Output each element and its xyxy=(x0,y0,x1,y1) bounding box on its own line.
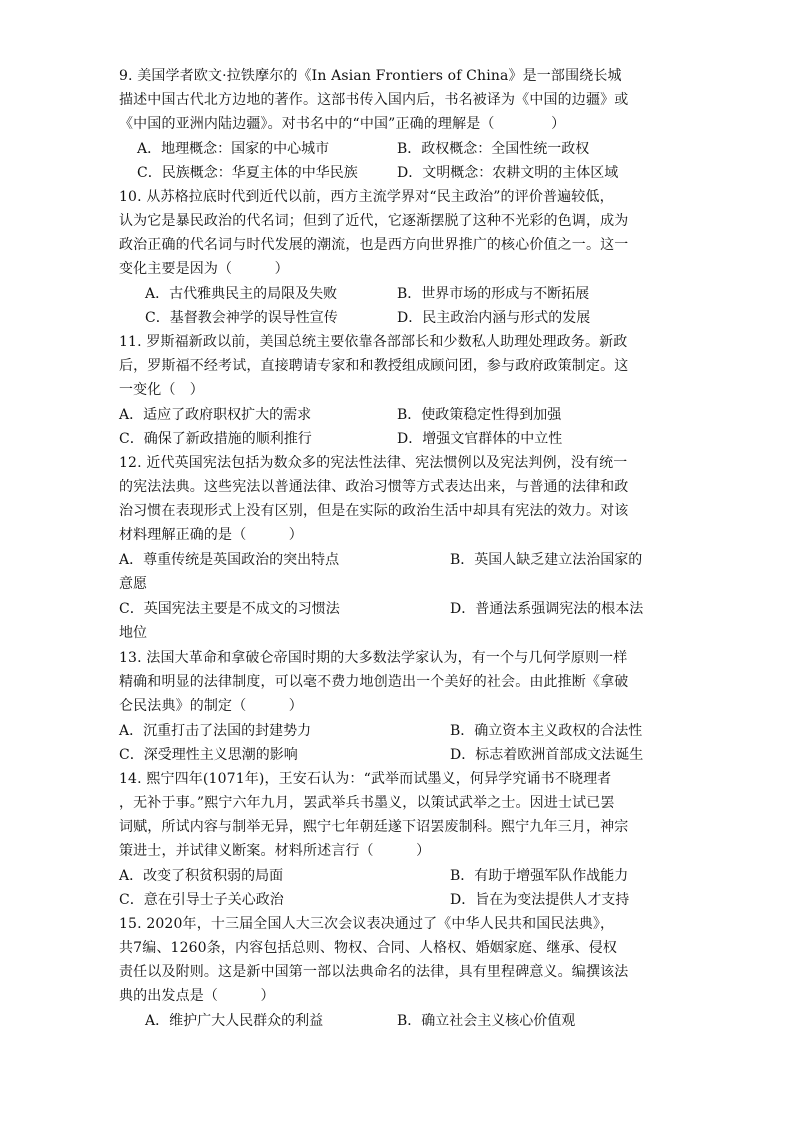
q11-stem-line-3: 一变化（ ） xyxy=(119,382,204,398)
q12-stem-line-2: 的宪法法典。这些宪法以普通法律、政治习惯等方式表达出来，与普通的法律和政 xyxy=(119,479,629,495)
q13-option-a: A．沉重打击了法国的封建势力 xyxy=(119,723,312,739)
q13-stem-line-3: 仑民法典》的制定（ ） xyxy=(119,698,303,714)
q14-options-row-2 xyxy=(119,888,679,912)
q10-option-c: C．基督教会神学的误导性宣传 xyxy=(145,310,338,326)
q11-option-c: C．确保了新政措施的顺利推行 xyxy=(119,431,312,447)
q11-options-row-2 xyxy=(119,427,679,451)
q14-option-d: D．旨在为变法提供人才支持 xyxy=(450,892,630,908)
q15-stem-line-4: 典的出发点是（ ） xyxy=(119,988,275,1004)
q11-options-row-1 xyxy=(119,403,679,427)
q9-stem-line-3: 《中国的亚洲内陆边疆》。对书名中的“中国”正确的理解是（ ） xyxy=(119,116,566,132)
q9-stem-line-2: 描述中国古代北方边地的著作。这部书传入国内后，书名被译为《中国的边疆》或 xyxy=(119,92,629,108)
q12-stem-line-3: 治习惯在表现形式上没有区别，但是在实际的政治生活中却具有宪法的效力。对该 xyxy=(119,503,629,519)
q14-options-row-1 xyxy=(119,864,679,888)
q12-options-row-4 xyxy=(119,621,679,645)
q14-option-c: C．意在引导士子关心政治 xyxy=(119,892,284,908)
q14-stem-line-3: 词赋，所试内容与制举无异，熙宁七年朝廷遂下诏罢废制科。熙宁九年三月，神宗 xyxy=(119,819,629,835)
q13-option-c: C．深受理性主义思潮的影响 xyxy=(119,747,298,763)
q9-options-row-1 xyxy=(119,137,679,161)
q11-option-d: D．增强文官群体的中立性 xyxy=(397,431,563,447)
q10-options-row-1 xyxy=(119,282,679,306)
q10-stem-line-4: 变化主要是因为（ ） xyxy=(119,261,289,277)
q12-option-b-continued: 意愿 xyxy=(119,576,147,592)
q14-stem-line-2: ，无补于事。”熙宁六年九月，罢武举兵书墨义，以策试武举之士。因进士试已罢 xyxy=(119,795,615,811)
q15-stem-line-1: 15. 2020年，十三届全国人大三次会议表决通过了《中华人民共和国民法典》， xyxy=(119,916,615,932)
q14-option-b: B．有助于增强军队作战能力 xyxy=(450,868,629,884)
q12-option-b: B．英国人缺乏建立法治国家的 xyxy=(450,552,643,568)
q9-stem-line-1: 9. 美国学者欧文·拉铁摩尔的《In Asian Frontiers of China》是一部围绕长城 xyxy=(119,68,622,84)
q15-option-a: A．维护广大人民群众的利益 xyxy=(145,1013,324,1029)
q11-option-a: A．适应了政府职权扩大的需求 xyxy=(119,407,312,423)
q12-stem-line-1: 12. 近代英国宪法包括为数众多的宪法性法律、宪法惯例以及宪法判例，没有统一 xyxy=(119,455,628,471)
q15-stem-line-3: 责任以及附则。这是新中国第一部以法典命名的法律，具有里程碑意义。编撰该法 xyxy=(119,964,629,980)
q9-options-row-2 xyxy=(119,161,679,185)
q10-stem-line-2: 认为它是暴民政治的代名词；但到了近代，它逐渐摆脱了这种不光彩的色调，成为 xyxy=(119,213,629,229)
q14-option-a: A．改变了积贫积弱的局面 xyxy=(119,868,284,884)
q12-stem-line-4: 材料理解正确的是（ ） xyxy=(119,527,303,543)
q15-option-b: B．确立社会主义核心价值观 xyxy=(397,1013,576,1029)
q9-option-d: D．文明概念：农耕文明的主体区域 xyxy=(397,165,619,181)
q13-option-d: D．标志着欧洲首部成文法诞生 xyxy=(450,747,644,763)
q10-option-b: B．世界市场的形成与不断拓展 xyxy=(397,286,590,302)
q10-option-a: A．古代雅典民主的局限及失败 xyxy=(145,286,338,302)
q15-stem-line-2: 共7编、1260条，内容包括总则、物权、合同、人格权、婚姻家庭、继承、侵权 xyxy=(119,940,618,956)
q11-stem-line-1: 11. 罗斯福新政以前，美国总统主要依靠各部部长和少数私人助理处理政务。新政 xyxy=(119,334,628,350)
q12-options-row-1 xyxy=(119,548,679,572)
q14-stem-line-1: 14. 熙宁四年(1071年)，王安石认为：“武举而试墨义，何异学究诵书不晓理者 xyxy=(119,771,612,787)
q9-option-a: A．地理概念：国家的中心城市 xyxy=(137,141,330,157)
q12-option-a: A．尊重传统是英国政治的突出特点 xyxy=(119,552,340,568)
q12-option-d: D．普通法系强调宪法的根本法 xyxy=(450,601,644,617)
q11-option-b: B．使政策稳定性得到加强 xyxy=(397,407,562,423)
q13-option-b: B．确立资本主义政权的合法性 xyxy=(450,723,643,739)
q12-option-c: C．英国宪法主要是不成文的习惯法 xyxy=(119,601,340,617)
q11-stem-line-2: 后，罗斯福不经考试，直接聘请专家和和教授组成顾问团，参与政府政策制定。这 xyxy=(119,358,629,374)
q9-option-c: C．民族概念：华夏主体的中华民族 xyxy=(137,165,358,181)
q10-stem-line-3: 政治正确的代名词与时代发展的潮流，也是西方向世界推广的核心价值之一。这一 xyxy=(119,237,629,253)
q12-options-row-3 xyxy=(119,597,679,621)
q13-options-row-2 xyxy=(119,743,679,767)
q13-options-row-1 xyxy=(119,719,679,743)
q10-stem-line-1: 10. 从苏格拉底时代到近代以前，西方主流学界对“民主政治”的评价普遍较低， xyxy=(119,189,614,205)
q9-option-b: B．政权概念：全国性统一政权 xyxy=(397,141,590,157)
q13-stem-line-1: 13. 法国大革命和拿破仑帝国时期的大多数法学家认为，有一个与几何学原则一样 xyxy=(119,650,628,666)
q14-stem-line-4: 策进士，并试律义断案。材料所述言行（ ） xyxy=(119,843,431,859)
q12-options-row-2 xyxy=(119,572,679,596)
q10-option-d: D．民主政治内涵与形式的发展 xyxy=(397,310,591,326)
q10-options-row-2 xyxy=(119,306,679,330)
q13-stem-line-2: 精确和明显的法律制度，可以毫不费力地创造出一个美好的社会。由此推断《拿破 xyxy=(119,674,629,690)
q15-options-row-1 xyxy=(119,1009,679,1033)
q12-option-d-continued: 地位 xyxy=(119,625,147,641)
